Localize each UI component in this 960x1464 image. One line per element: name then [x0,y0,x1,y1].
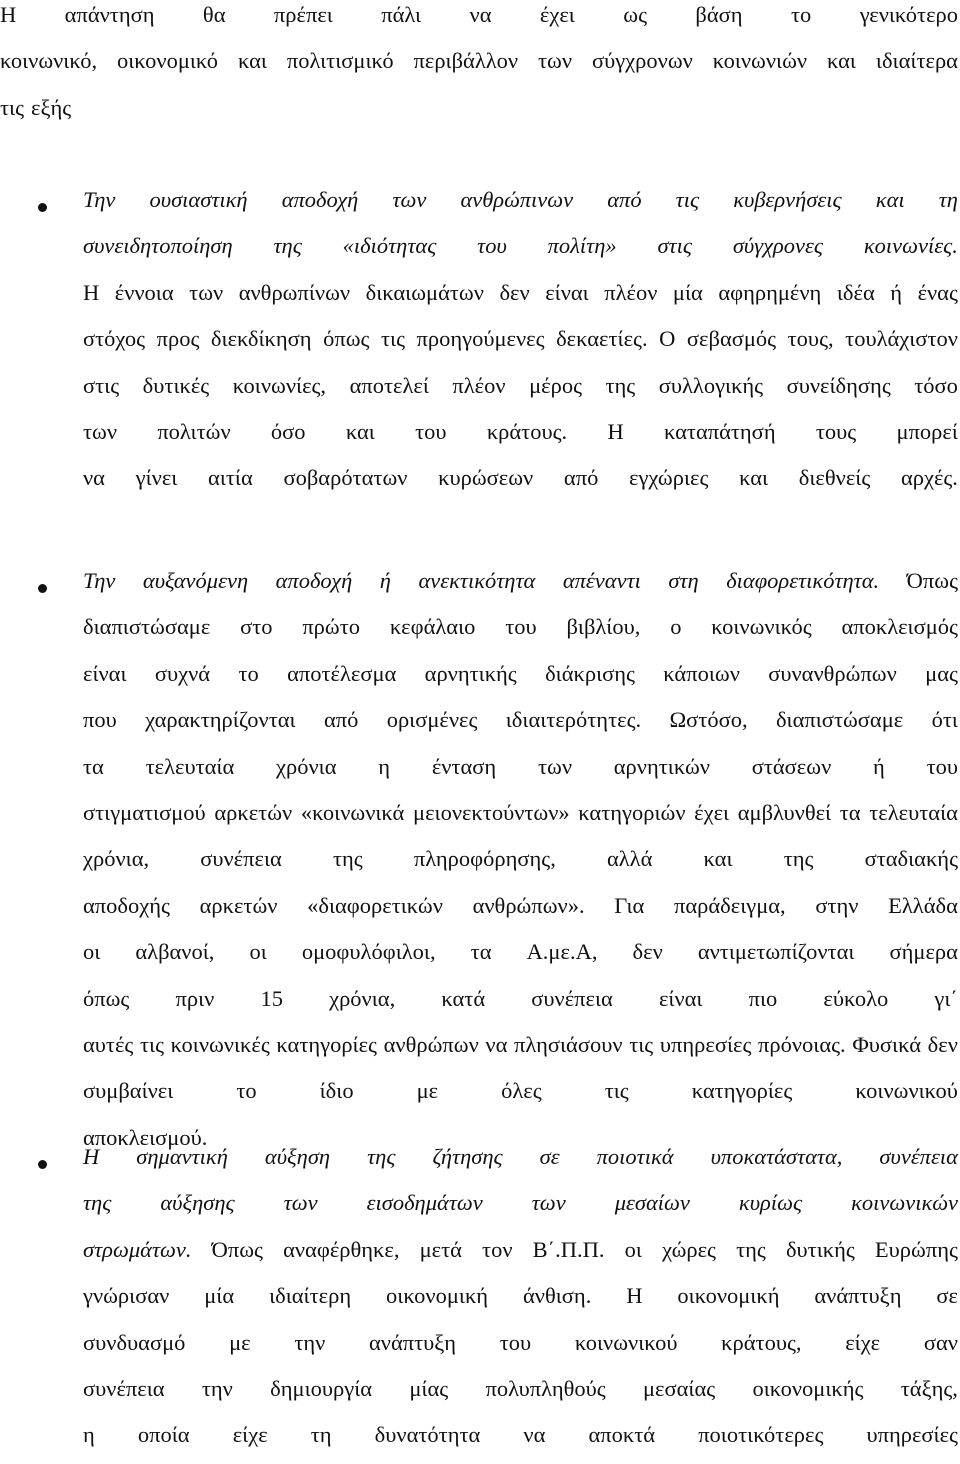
text-line: κοινωνικό, οικονομικό και πολιτισμικό περιβάλλον των σύγχρονων κοινωνιών και ιδιαίτερα [0,48,958,74]
text-line: της αύξησης των εισοδημάτων των μεσαίων κυρίως κοινωνικών [83,1190,958,1216]
text-line: η οποία είχε τη δυνατότητα να αποκτά ποιοτικότερες υπηρεσίες [83,1422,958,1448]
text-line: χρόνια, συνέπεια της πληροφόρησης, αλλά και της σταδιακής [83,846,958,872]
text-line: συνδυασμό με την ανάπτυξη του κοινωνικού κράτους, είχε σαν [83,1329,958,1355]
text-line: που χαρακτηρίζονται από ορισμένες ιδιαιτερότητες. Ωστόσο, διαπιστώσαμε ότι [83,707,958,733]
bullet-icon [38,1160,47,1169]
text-line: των πολιτών όσο και του κράτους. Η καταπάτησή τους μπορεί [83,419,958,444]
text-line: οι αλβανοί, οι ομοφυλόφιλοι, τα Α.με.Α, δεν αντιμετωπίζονται σήμερα [83,939,958,965]
text-line: συμβαίνει το ίδιο με όλες τις κατηγορίες κοινωνικού [83,1078,958,1104]
text-line: γνώρισαν μία ιδιαίτερη οικονομική άνθιση. Η οικονομική ανάπτυξη σε [83,1283,958,1309]
bullet-icon [38,584,47,593]
bullet-icon [38,203,47,212]
text-line: αποδοχής αρκετών «διαφορετικών ανθρώπων». Για παράδειγμα, στην Ελλάδα [83,892,958,918]
text-line: στόχος προς διεκδίκηση όπως τις προηγούμενες δεκαετίες. Ο σεβασμός τους, τουλάχιστον [83,326,958,352]
text-line: αυτές τις κοινωνικές κατηγορίες ανθρώπων να πλησιάσουν τις υπηρεσίες πρόνοιας. Φυσικά δεν [83,1032,958,1057]
text-line: στρωμάτων. Όπως αναφέρθηκε, μετά τον Β΄.Π.Π. οι χώρες της δυτικής Ευρώπης [83,1236,958,1262]
text-line: Η απάντηση θα πρέπει πάλι να έχει ως βάση το γενικότερο [0,2,958,27]
text-line: Η σημαντική αύξηση της ζήτησης σε ποιοτικά υποκατάστατα, συνέπεια [83,1144,958,1169]
text-line: Την ουσιαστική αποδοχή των ανθρώπινων από τις κυβερνήσεις και τη [83,187,958,212]
text-line [83,502,958,548]
text-line: όπως πριν 15 χρόνια, κατά συνέπεια είναι πιο εύκολο γι΄ [83,985,958,1011]
text-line: τις εξής [0,94,72,120]
text-line: αποκλεισμού. [83,1124,208,1150]
text-line: διαπιστώσαμε στο πρώτο κεφάλαιο του βιβλίου, ο κοινωνικός αποκλεισμός [83,614,958,640]
text-line: να γίνει αιτία σοβαρότατων κυρώσεων από εγχώριες και διεθνείς αρχές. [83,465,958,491]
text-line: στις δυτικές κοινωνίες, αποτελεί πλέον μέρος της συλλογικής συνείδησης τόσο [83,372,958,398]
text-line: συνειδητοποίηση της «ιδιότητας του πολίτη» στις σύγχρονες κοινωνίες. [83,233,958,259]
text-line: Η έννοια των ανθρωπίνων δικαιωμάτων δεν είναι πλέον μία αφηρημένη ιδέα ή ένας [83,279,958,305]
text-line: είναι συχνά το αποτέλεσμα αρνητικής διάκρισης κάποιων συνανθρώπων μας [83,660,958,686]
text-line: τα τελευταία χρόνια η ένταση των αρνητικών στάσεων ή του [83,753,958,779]
text-line: στιγματισμού αρκετών «κοινωνικά μειονεκτούντων» κατηγοριών έχει αμβλυνθεί τα τελευταία [83,800,958,825]
text-line: συνέπεια την δημιουργία μίας πολυπληθούς μεσαίας οικονομικής τάξης, [83,1376,958,1401]
text-line: Την αυξανόμενη αποδοχή ή ανεκτικότητα απέναντι στη διαφορετικότητα. Όπως [83,568,958,593]
